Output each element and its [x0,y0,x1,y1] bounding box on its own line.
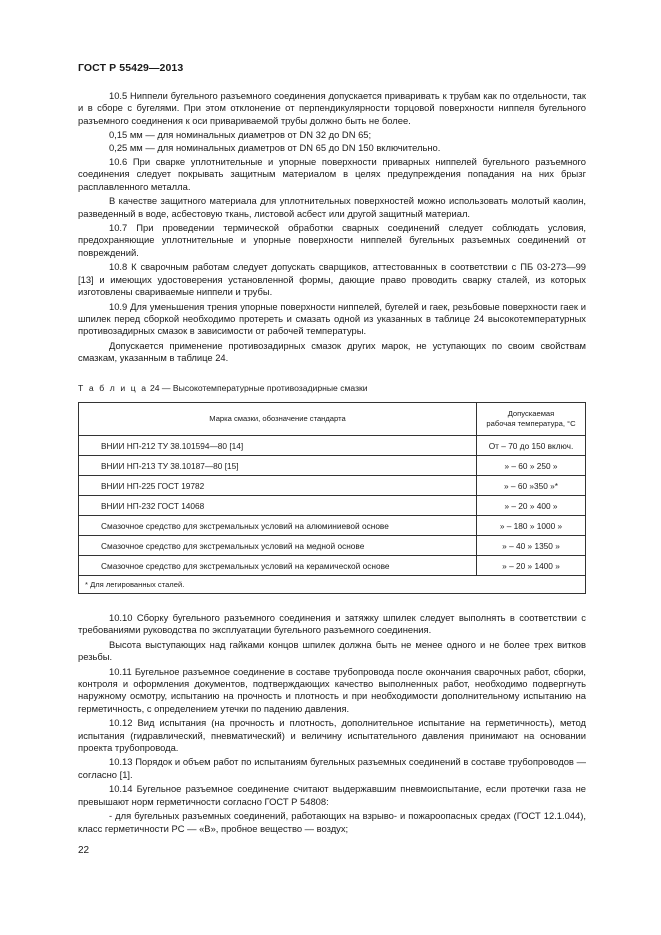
paragraph-leak-class: - для бугельных разъемных соединений, работающих на взрыво- и пожароопасных средах (ГОСТ 12.1.044), класс герметичности PC — «B», пробное вещество — воздух; [78,810,586,834]
table-caption [78,383,368,393]
lubricant-temp: » – 40 » 1350 » [477,536,586,556]
table-row [79,536,586,556]
paragraph-10-6: 10.6 При сварке уплотнительные и упорные поверхности приварных ниппелей бугельного разъемного соединения следует покрывать защитным материалом в целях предупреждения попадания на них брызг расплавленного металла. [78,156,586,192]
lubricants-table [78,402,586,594]
paragraph-10-13: 10.13 Порядок и объем работ по испытаниям бугельных разъемных соединений в составе трубопроводов — согласно [1]. [78,756,586,780]
lubricant-name: ВНИИ НП-225 ГОСТ 19782 [79,476,477,496]
assembly-testing-text [78,612,586,837]
lubricant-name: ВНИИ НП-232 ГОСТ 14068 [79,496,477,516]
paragraph-diameter-1: 0,15 мм — для номинальных диаметров от DN 32 до DN 65; [109,129,372,141]
table-row [79,476,586,496]
table-footnote-row [79,576,586,594]
section-10-text [78,90,586,367]
page-number: 22 [78,845,90,856]
header-temp-line1: Допускаемая [507,409,555,418]
table-row [79,456,586,476]
header-working-temperature [477,403,586,436]
header-temp-line2: рабочая температура, °С [486,419,576,428]
paragraph-10-9: 10.9 Для уменьшения трения упорные поверхности ниппелей, бугелей и гаек, резьбовые поверхности гаек и шпилек перед сборкой необходимо протереть и смазать одной из указанных в таблице 24 высокотемпературных противозадирных смазок в зависимости от рабочей температуры. [78,300,586,337]
table-row [79,516,586,536]
paragraph-protective-material: В качестве защитного материала для уплотнительных поверхностей можно использовать молотый каолин, разведенный в воде, асбестовую ткань, листовой асбест или другой защитный материал. [78,195,586,219]
lubricant-name: Смазочное средство для экстремальных условий на медной основе [79,536,477,556]
table-caption-title: 24 — Высокотемпературные противозадирные смазки [149,383,368,393]
paragraph-10-12: 10.12 Вид испытания (на прочность и плотность, дополнительное испытание на герметичность), метод испытания (гидравлический, пневматический) и величину испытательного давления принимают на основании проекта трубопровода. [78,717,586,754]
lubricant-name: ВНИИ НП-213 ТУ 38.10187—80 [15] [79,456,477,476]
header-lubricant-grade: Марка смазки, обозначение стандарта [79,403,477,436]
table-row [79,496,586,516]
lubricant-temp: » – 20 » 400 » [477,496,586,516]
table-row [79,436,586,456]
paragraph-10-7: 10.7 При проведении термической обработки сварных соединений следует соблюдать условия, предохраняющие уплотнительные и упорные поверхности ниппелей бугельных разъемных соединений от повреждений. [78,222,586,258]
lubricant-name: Смазочное средство для экстремальных условий на керамической основе [79,556,477,576]
paragraph-10-11: 10.11 Бугельное разъемное соединение в составе трубопровода после окончания сварочных работ, сборки, контроля и оформления документов, подтверждающих качество выполненных работ, необходимо подвергнуть наружному осмотру, испытанию на прочность и плотность и при необходимости дополнительному испытанию на герметичность, с определением утечки по падению давления. [78,665,586,714]
lubricant-temp: » – 20 » 1400 » [477,556,586,576]
paragraph-10-14: 10.14 Бугельное разъемное соединение считают выдержавшим пневмоиспытание, если протечки газа не превышают норм герметичности согласно ГОСТ Р 54808: [78,783,586,807]
lubricant-temp: » – 60 » 250 » [477,456,586,476]
table-row [79,556,586,576]
lubricant-temp: » – 180 » 1000 » [477,516,586,536]
paragraph-10-5: 10.5 Ниппели бугельного разъемного соединения допускается приваривать к трубам как по отдельности, так и в сборе с бугелями. При этом отклонение от перпендикулярности торцовой поверхности ниппеля бугельного разъемного соединения к оси привариваемой трубы должно быть не более. [78,90,586,126]
paragraph-10-10: 10.10 Сборку бугельного разъемного соединения и затяжку шпилек следует выполнять в соответствии с требованиями руководства по эксплуатации бугельного разъемного соединения. [78,612,586,636]
paragraph-stud-height: Высота выступающих над гайками концов шпилек должна быть не менее одного и не более трех витков резьбы. [78,638,586,663]
paragraph-10-8: 10.8 К сварочным работам следует допускать сварщиков, аттестованных в соответствии с ПБ 03-273—99 [13] и имеющих удостоверения установленной формы, дающие право проводить сварку сталей, из которых изготовлены свариваемые ниппели и трубы. [78,261,586,298]
lubricant-temp: » – 60 »350 »* [477,476,586,496]
paragraph-diameter-2: 0,25 мм — для номинальных диаметров от DN 65 до DN 150 включительно. [109,141,441,153]
table-footnote: * Для легированных сталей. [79,576,586,594]
table-caption-prefix: Т а б л и ц а [78,383,148,393]
paragraph-other-lubricants: Допускается применение противозадирных смазок других марок, не уступающих по своим свойствам смазкам, указанным в таблице 24. [78,339,586,364]
standard-header: ГОСТ Р 55429—2013 [78,62,184,74]
lubricant-name: ВНИИ НП-212 ТУ 38.101594—80 [14] [79,436,477,456]
table-header-row [79,403,586,436]
lubricant-temp: От – 70 до 150 включ. [477,436,586,456]
lubricant-name: Смазочное средство для экстремальных условий на алюминиевой основе [79,516,477,536]
